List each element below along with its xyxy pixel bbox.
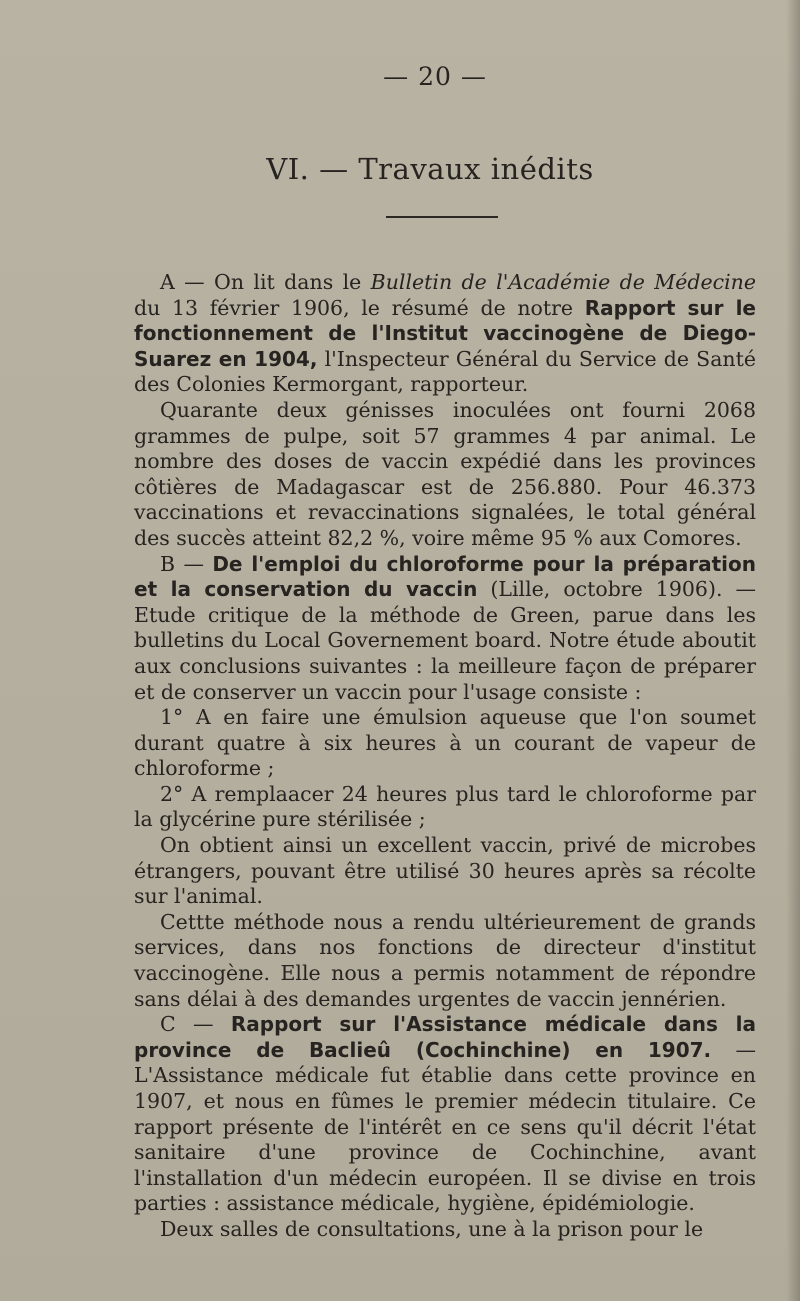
title-divider [386, 216, 498, 218]
paragraph-a-stats: Quarante deux génisses inoculées ont fourni 2068 grammes de pulpe, soit 57 grammes 4 par animal. Le nombre des doses de vaccin expédié dans les provinces côtières de Madagascar est de 256.880. Pour 46.373 vaccinations et revaccinations signalées, le total général des succès atteint 82,2 %, voire même 95 % aux Comores. [134, 397, 756, 550]
report-title-a: Rapport sur le fonctionnement de l'Institut vaccinogène de Diego-Suarez en 1904, [134, 295, 756, 371]
paragraph-b [134, 552, 756, 706]
paragraph-c [134, 1012, 756, 1217]
conclusion-1: 1° A en faire une émulsion aqueuse que l'on soumet durant quatre à six heures à un courant de vapeur de chloroforme ; [134, 705, 756, 781]
paragraph-a-end: l'Inspecteur Général du Service de Santé des Colonies Kermorgant, rapporteur. [134, 346, 756, 397]
page-edge-shadow [786, 0, 800, 1301]
paragraph-a-mid: du 13 février 1906, le résumé de notre [134, 295, 585, 320]
body-text [134, 270, 756, 1243]
conclusion-2: 2° A remplaacer 24 heures plus tard le chloroforme par la glycérine pure stérilisée ; [134, 781, 756, 832]
paragraph-a-intro: A — On lit dans le [160, 270, 371, 294]
paragraph-consultations: Deux salles de consultations, une à la prison pour le [160, 1216, 704, 1241]
paragraph-c-text: — L'Assistance médicale fut établie dans cette province en 1907, et nous en fûmes le premier médecin titulaire. Ce rapport présente de l'intérêt en ce sens qu'il décrit l'état sanitaire d'une province de Cochinchine, avant l'installation d'un médecin européen. Il se divise en trois parties : assistance médicale, hygiène, épidémiologie. [134, 1037, 756, 1216]
section-title: VI. — Travaux inédits [266, 152, 594, 186]
paragraph-a [134, 270, 756, 398]
paragraph-c-letter: C — [160, 1012, 231, 1037]
page-number: — 20 — [383, 62, 487, 91]
report-title-b: De l'emploi du chloroforme pour la préparation et la conservation du vaccin [134, 551, 756, 602]
bulletin-title: Bulletin de l'Académie de Médecine [370, 270, 756, 294]
paragraph-b-letter: B — [160, 551, 213, 576]
paragraph-method: Cettte méthode nous a rendu ultérieurement de grands services, dans nos fonctions de directeur d'institut vaccinogène. Elle nous a permis notamment de répondre sans délai à des demandes urgentes de vaccin jennérien. [134, 909, 756, 1011]
report-title-c: Rapport sur l'Assistance médicale dans la province de Baclieû (Cochinchine) en 1907. [134, 1012, 756, 1062]
paragraph-result: On obtient ainsi un excellent vaccin, privé de microbes étrangers, pouvant être utilisé 30 heures après sa récolte sur l'animal. [134, 833, 756, 909]
paragraph-b-text: (Lille, octobre 1906). — Etude critique de la méthode de Green, parue dans les bulletins du Local Governement board. Notre étude aboutit aux conclusions suivantes : la meilleure façon de préparer et de conserver un vaccin pour l'usage consiste : [134, 577, 756, 704]
